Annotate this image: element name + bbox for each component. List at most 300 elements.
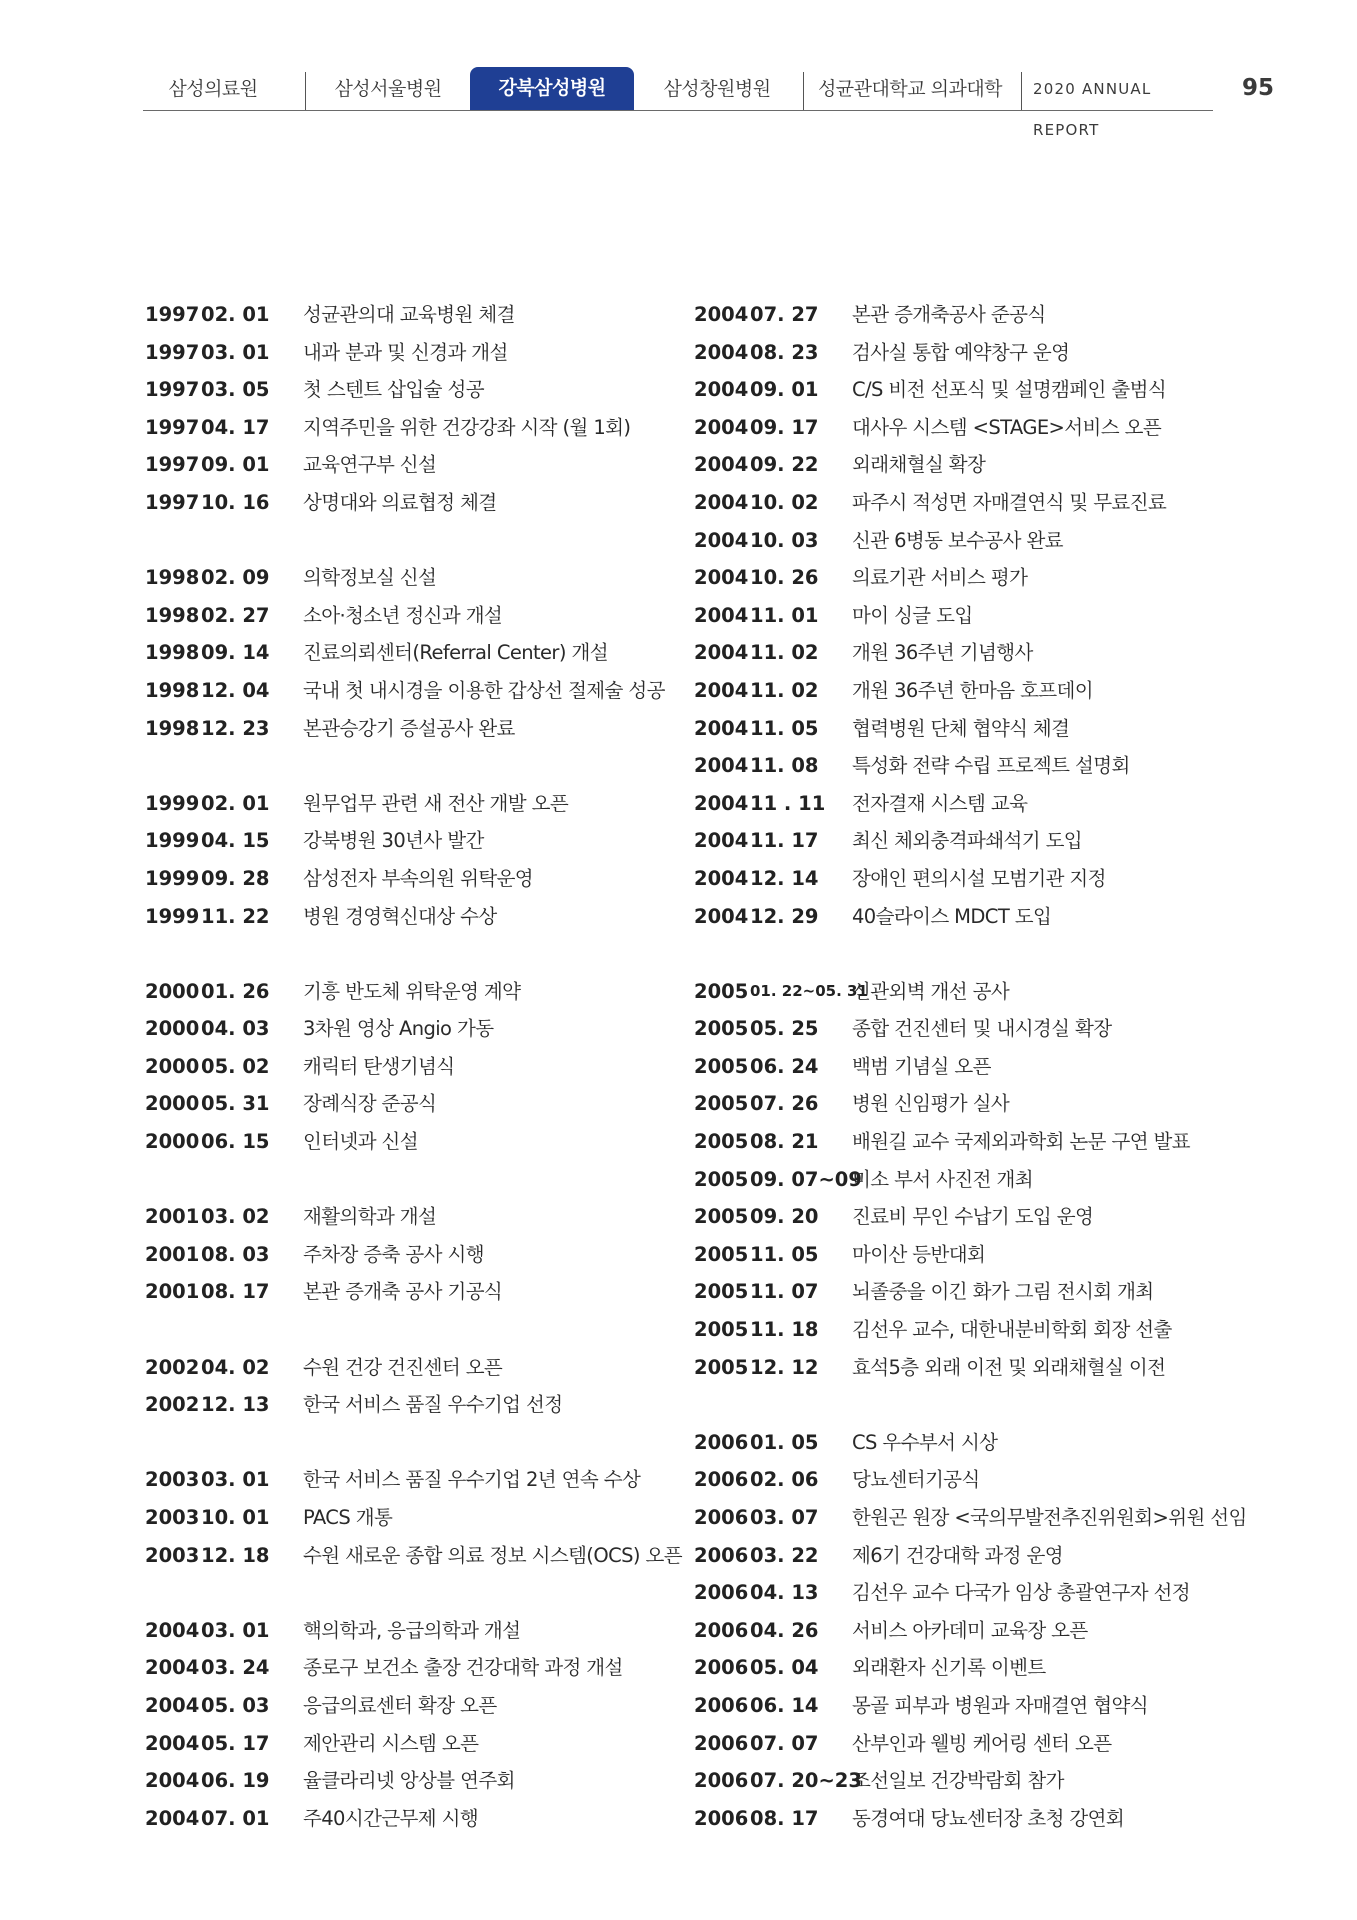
timeline-year: 2004 [694,904,749,928]
timeline-date: 11. 07 [750,1280,819,1304]
timeline-row [145,559,685,597]
timeline-event: 최신 체외충격파쇄석기 도입 [852,829,1083,853]
timeline-year: 1997 [145,415,200,439]
timeline-event: 당뇨센터기공식 [852,1468,980,1492]
timeline-date: 11. 22 [201,904,270,928]
timeline-event: 수원 건강 건진센터 오픈 [303,1355,503,1379]
timeline-spacer [145,1574,685,1612]
timeline-year: 2006 [694,1543,749,1567]
timeline-event: 신관 6병동 보수공사 완료 [852,528,1063,552]
timeline-date: 09. 20 [750,1205,819,1229]
timeline-row [145,371,685,409]
timeline-year: 2005 [694,1167,749,1191]
timeline-row [694,1048,1234,1086]
timeline-date: 01. 26 [201,979,270,1003]
timeline-year: 2003 [145,1468,200,1492]
timeline-row [145,484,685,522]
timeline-date: 01. 22~05. 31 [750,981,868,1000]
timeline-row [694,559,1234,597]
timeline-date: 09. 07~09 [750,1167,862,1191]
timeline-row [145,1762,685,1800]
timeline-row [694,672,1234,710]
timeline-date: 09. 14 [201,641,270,665]
timeline-year: 2003 [145,1543,200,1567]
timeline-row [694,822,1234,860]
timeline-row [694,296,1234,334]
timeline-row [694,1537,1234,1575]
tab-samsung-seoul-hospital[interactable]: 삼성서울병원 [334,78,442,100]
timeline-year: 2000 [145,1130,200,1154]
timeline-year: 1998 [145,678,200,702]
timeline-year: 2004 [694,791,749,815]
timeline-event: 몽골 피부과 병원과 자매결연 협약식 [852,1693,1148,1717]
timeline-year: 2000 [145,979,200,1003]
timeline-event: 내과 분과 및 신경과 개설 [303,340,508,364]
timeline-event: 개원 36주년 한마음 호프데이 [852,678,1094,702]
timeline-year: 2006 [694,1468,749,1492]
timeline-row [694,1161,1234,1199]
timeline-event: 미소 부서 사진전 개최 [852,1167,1033,1191]
timeline-date: 09. 17 [750,415,819,439]
timeline-row [694,747,1234,785]
timeline-year: 2004 [694,340,749,364]
timeline-year: 2004 [694,303,749,326]
timeline-year: 2001 [145,1242,200,1266]
timeline-event: 신관외벽 개선 공사 [852,979,1010,1003]
timeline-row [694,1649,1234,1687]
timeline-event: 파주시 적성면 자매결연식 및 무료진료 [852,490,1167,514]
timeline-event: 병원 경영혁신대상 수상 [303,904,497,928]
timeline-year: 1999 [145,866,200,890]
timeline-date: 11 . 11 [750,791,826,815]
timeline-event: 제안관리 시스템 오픈 [303,1731,479,1755]
timeline-date: 11. 02 [750,678,819,702]
timeline-date: 11. 17 [750,829,819,853]
timeline-year: 1998 [145,641,200,665]
timeline-date: 04. 17 [201,415,270,439]
timeline-event: 효석5층 외래 이전 및 외래채혈실 이전 [852,1355,1166,1379]
timeline-date: 04. 13 [750,1581,819,1605]
timeline-spacer [145,1424,685,1462]
timeline-year: 2006 [694,1769,749,1793]
timeline-row [694,1574,1234,1612]
timeline-row [694,1725,1234,1763]
header-rule [143,110,1213,111]
timeline-row [145,1499,685,1537]
timeline-spacer [145,935,685,973]
timeline-date: 12. 29 [750,904,819,928]
timeline-date: 05. 02 [201,1054,270,1078]
timeline-event: PACS 개통 [303,1506,393,1529]
timeline-row [694,1762,1234,1800]
timeline-year: 2004 [694,829,749,853]
timeline-year: 1997 [145,378,200,402]
timeline-year: 2004 [145,1656,200,1680]
timeline-event: 40슬라이스 MDCT 도입 [852,904,1052,928]
timeline-row [145,1085,685,1123]
timeline-row [145,446,685,484]
timeline-event: 지역주민을 위한 건강강좌 시작 (월 1회) [303,415,631,439]
timeline-event: 소아·청소년 정신과 개설 [303,603,503,627]
timeline-date: 06. 14 [750,1693,819,1717]
timeline-row [145,785,685,823]
timeline-event: 김선우 교수, 대한내분비학회 회장 선출 [852,1318,1172,1342]
timeline-year: 2005 [694,1280,749,1304]
timeline-date: 12. 23 [201,716,270,740]
tab-samsung-changwon-hospital[interactable]: 삼성창원병원 [663,78,771,100]
tab-divider [305,72,306,110]
timeline-date: 04. 02 [201,1355,270,1379]
timeline-date: 03. 02 [201,1205,270,1229]
timeline-year: 2005 [694,1054,749,1078]
timeline-event: 검사실 통합 예약창구 운영 [852,340,1070,364]
timeline-row [145,409,685,447]
timeline-event: 교육연구부 신설 [303,453,437,477]
timeline-year: 2005 [694,1318,749,1342]
timeline-spacer [145,1311,685,1349]
tab-samsung-medical-center[interactable]: 삼성의료원 [168,78,258,100]
timeline-row [694,1236,1234,1274]
timeline-date: 05. 31 [201,1092,270,1116]
timeline-date: 02. 09 [201,566,270,590]
timeline-date: 08. 17 [750,1806,819,1830]
timeline-event: 주40시간근무제 시행 [303,1806,479,1830]
timeline-date: 11. 05 [750,716,819,740]
timeline-event: 외래채혈실 확장 [852,453,986,477]
timeline-year: 2004 [145,1693,200,1717]
timeline-row [145,597,685,635]
timeline-event: 재활의학과 개설 [303,1205,437,1229]
timeline-date: 06. 19 [201,1769,270,1793]
timeline-row [694,371,1234,409]
timeline-row [145,1236,685,1274]
timeline-event: 한원곤 원장 <국의무발전추진위원회>위원 선임 [852,1506,1247,1529]
timeline-year: 1999 [145,791,200,815]
timeline-event: 첫 스텐트 삽입술 성공 [303,378,484,402]
timeline-year: 2004 [145,1769,200,1793]
timeline-date: 12. 14 [750,866,819,890]
timeline-year: 2000 [145,1017,200,1041]
tab-kangbuk-samsung-hospital[interactable]: 강북삼성병원 [470,67,634,110]
timeline-year: 2002 [145,1355,200,1379]
timeline-date: 12. 12 [750,1355,819,1379]
timeline-row [694,973,1234,1011]
timeline-year: 1997 [145,453,200,477]
timeline-year: 2004 [694,603,749,627]
timeline-row [145,1010,685,1048]
timeline-date: 09. 01 [201,453,270,477]
timeline-row [145,334,685,372]
timeline-event: 본관승강기 증설공사 완료 [303,716,515,740]
timeline-year: 2004 [145,1731,200,1755]
report-label: 2020 ANNUAL REPORT [1033,80,1152,139]
timeline-row [694,334,1234,372]
timeline-row [694,484,1234,522]
timeline-year: 2001 [145,1205,200,1229]
timeline-date: 10. 26 [750,566,819,590]
timeline-row [694,1424,1234,1462]
timeline-row [694,710,1234,748]
timeline-event: 원무업무 관련 새 전산 개발 오픈 [303,791,569,815]
timeline-year: 2005 [694,1017,749,1041]
timeline-date: 01. 05 [750,1430,819,1454]
timeline-year: 2004 [694,490,749,514]
timeline-year: 2005 [694,979,749,1003]
timeline-date: 12. 04 [201,678,270,702]
timeline-event: 산부인과 웰빙 케어링 센터 오픈 [852,1731,1112,1755]
timeline-date: 05. 04 [750,1656,819,1680]
timeline-date: 09. 22 [750,453,819,477]
timeline-row [694,597,1234,635]
timeline-spacer [694,935,1234,973]
timeline-event: 진료의뢰센터(Referral Center) 개설 [303,641,608,665]
timeline-event: C/S 비전 선포식 및 설명캠페인 출범식 [852,378,1167,402]
timeline-event: 율클라리넷 앙상블 연주회 [303,1769,515,1793]
timeline-date: 03. 01 [201,340,270,364]
timeline-year: 1998 [145,603,200,627]
timeline-row [694,1612,1234,1650]
timeline-event: 한국 서비스 품질 우수기업 선정 [303,1393,563,1417]
timeline-event: 장례식장 준공식 [303,1092,437,1116]
timeline-date: 08. 03 [201,1242,270,1266]
timeline-year: 2003 [145,1506,200,1529]
timeline-date: 02. 01 [201,791,270,815]
timeline-row [694,446,1234,484]
timeline-year: 2004 [694,754,749,778]
timeline-row [694,785,1234,823]
timeline-year: 2005 [694,1130,749,1154]
timeline-date: 06. 15 [201,1130,270,1154]
timeline-date: 04. 15 [201,829,270,853]
timeline-event: 의학정보실 신설 [303,566,437,590]
timeline-row [145,1687,685,1725]
tab-skku-medicine[interactable]: 성균관대학교 의과대학 [817,78,1003,100]
timeline-year: 2000 [145,1092,200,1116]
timeline-year: 1998 [145,716,200,740]
timeline-event: 한국 서비스 품질 우수기업 2년 연속 수상 [303,1468,641,1492]
timeline-event: 주차장 증축 공사 시행 [303,1242,484,1266]
timeline-year: 2004 [145,1618,200,1642]
timeline-year: 2004 [694,716,749,740]
timeline-row [694,1311,1234,1349]
timeline-event: 삼성전자 부속의원 위탁운영 [303,866,534,890]
timeline-row [694,860,1234,898]
timeline-event: 제6기 건강대학 과정 운영 [852,1543,1063,1567]
timeline-year: 2005 [694,1242,749,1266]
timeline-year: 2004 [694,866,749,890]
timeline-date: 10. 16 [201,490,270,514]
timeline-year: 2004 [694,566,749,590]
timeline-row [145,1048,685,1086]
timeline-event: 협력병원 단체 협약식 체결 [852,716,1070,740]
timeline-spacer [145,747,685,785]
timeline-event: 3차원 영상 Angio 가동 [303,1017,494,1041]
timeline-date: 05. 25 [750,1017,819,1041]
timeline-event: 뇌졸중을 이긴 화가 그림 전시회 개최 [852,1280,1154,1304]
timeline-year: 2006 [694,1806,749,1830]
timeline-date: 09. 01 [750,378,819,402]
timeline-date: 07. 27 [750,303,819,326]
timeline-event: 김선우 교수 다국가 임상 총괄연구자 선정 [852,1581,1191,1605]
timeline-date: 10. 01 [201,1506,270,1529]
timeline-year: 1997 [145,490,200,514]
timeline-event: 국내 첫 내시경을 이용한 갑상선 절제술 성공 [303,678,665,702]
tab-divider [803,72,804,110]
timeline-date: 09. 28 [201,866,270,890]
timeline-year: 2004 [694,678,749,702]
timeline-date: 05. 17 [201,1731,270,1755]
timeline-date: 07. 20~23 [750,1769,862,1793]
timeline-date: 06. 24 [750,1054,819,1078]
timeline-year: 1998 [145,566,200,590]
timeline-event: 장애인 편의시설 모범기관 지정 [852,866,1106,890]
timeline-date: 11. 18 [750,1318,819,1342]
timeline-date: 03. 05 [201,378,270,402]
timeline-year: 1999 [145,829,200,853]
timeline-row [145,1537,685,1575]
timeline-row [145,1725,685,1763]
timeline-event: 백범 기념실 오픈 [852,1054,991,1078]
timeline-event: 핵의학과, 응급의학과 개설 [303,1618,521,1642]
timeline-row [145,860,685,898]
timeline-row [694,1085,1234,1123]
timeline-event: 배원길 교수 국제외과학회 논문 구연 발표 [852,1130,1191,1154]
timeline-row [145,1800,685,1838]
timeline-event: 의료기관 서비스 평가 [852,566,1028,590]
timeline-event: 응급의료센터 확장 오픈 [303,1693,497,1717]
timeline-date: 07. 07 [750,1731,819,1755]
timeline-year: 2004 [694,641,749,665]
timeline-event: 성균관의대 교육병원 체결 [303,303,515,326]
timeline-year: 2004 [694,378,749,402]
timeline-row [145,710,685,748]
timeline-year: 1999 [145,904,200,928]
timeline-row [145,1612,685,1650]
page-number: 95 [1242,75,1275,101]
timeline-event: 본관 증개축공사 준공식 [852,303,1046,326]
timeline-date: 03. 01 [201,1468,270,1492]
timeline-date: 03. 22 [750,1543,819,1567]
timeline-row [694,1123,1234,1161]
timeline-row [694,1010,1234,1048]
timeline-event: 강북병원 30년사 발간 [303,829,484,853]
timeline-row [694,1349,1234,1387]
timeline-date: 04. 03 [201,1017,270,1041]
timeline-event: 조선일보 건강박람회 참가 [852,1769,1064,1793]
timeline-event: 인터넷과 신설 [303,1130,419,1154]
timeline-year: 1997 [145,340,200,364]
timeline-date: 08. 21 [750,1130,819,1154]
timeline-row [145,1461,685,1499]
timeline-year: 2006 [694,1506,749,1529]
timeline-row [694,522,1234,560]
timeline-event: 특성화 전략 수립 프로젝트 설명회 [852,754,1130,778]
timeline-event: 마이 싱글 도입 [852,603,973,627]
timeline-year: 1997 [145,303,200,326]
timeline-event: 마이산 등반대회 [852,1242,986,1266]
timeline-event: 병원 신임평가 실사 [852,1092,1010,1116]
timeline-year: 2000 [145,1054,200,1078]
timeline-row [145,1273,685,1311]
timeline-year: 2004 [694,528,749,552]
timeline-year: 2006 [694,1430,749,1454]
timeline-date: 03. 07 [750,1506,819,1529]
timeline-row [694,898,1234,936]
timeline-date: 10. 03 [750,528,819,552]
timeline-row [145,1349,685,1387]
timeline-date: 08. 23 [750,340,819,364]
timeline-date: 03. 24 [201,1656,270,1680]
timeline-date: 08. 17 [201,1280,270,1304]
timeline-date: 07. 26 [750,1092,819,1116]
timeline-event: 수원 새로운 종합 의료 정보 시스템(OCS) 오픈 [303,1543,682,1567]
timeline-year: 2005 [694,1092,749,1116]
timeline-row [145,296,685,334]
timeline-row [145,1386,685,1424]
timeline-date: 11. 05 [750,1242,819,1266]
timeline-date: 05. 03 [201,1693,270,1717]
timeline-row [145,1123,685,1161]
timeline-date: 02. 27 [201,603,270,627]
timeline-event: 상명대와 의료협정 체결 [303,490,497,514]
timeline-date: 12. 18 [201,1543,270,1567]
timeline-row [145,634,685,672]
timeline-event: 종합 건진센터 및 내시경실 확장 [852,1017,1112,1041]
timeline-year: 2002 [145,1393,200,1417]
timeline-spacer [694,1386,1234,1424]
timeline-date: 11. 01 [750,603,819,627]
timeline-event: 진료비 무인 수납기 도입 운영 [852,1205,1094,1229]
timeline-year: 2006 [694,1656,749,1680]
timeline-spacer [145,522,685,560]
timeline-year: 2006 [694,1731,749,1755]
timeline-event: 개원 36주년 기념행사 [852,641,1033,665]
timeline-date: 11. 02 [750,641,819,665]
timeline-year: 2005 [694,1355,749,1379]
timeline-event: 대사우 시스템 <STAGE>서비스 오픈 [852,415,1162,439]
timeline-date: 02. 01 [201,303,270,326]
timeline-row [145,898,685,936]
timeline-row [145,973,685,1011]
timeline-event: 동경여대 당뇨센터장 초청 강연회 [852,1806,1125,1830]
timeline-date: 02. 06 [750,1468,819,1492]
timeline-event: 외래환자 신기록 이벤트 [852,1656,1046,1680]
timeline-row [694,1499,1247,1537]
timeline-date: 07. 01 [201,1806,270,1830]
timeline-event: 서비스 아카데미 교육장 오픈 [852,1618,1088,1642]
timeline-row [145,1649,685,1687]
timeline-row [145,672,685,710]
timeline-row [694,1800,1234,1838]
timeline-year: 2001 [145,1280,200,1304]
timeline-row [145,1198,685,1236]
timeline-row [145,822,685,860]
timeline-year: 2006 [694,1693,749,1717]
timeline-left-column [145,296,685,1837]
timeline-year: 2004 [145,1806,200,1830]
timeline-row [694,409,1234,447]
timeline-row [694,1687,1234,1725]
timeline-spacer [145,1161,685,1199]
timeline-row [694,1273,1234,1311]
tab-divider [1021,72,1022,110]
timeline-year: 2006 [694,1581,749,1605]
timeline-right-column [694,296,1247,1837]
timeline-date: 10. 02 [750,490,819,514]
timeline-date: 03. 01 [201,1618,270,1642]
timeline-event: 캐릭터 탄생기념식 [303,1054,455,1078]
timeline-year: 2004 [694,453,749,477]
